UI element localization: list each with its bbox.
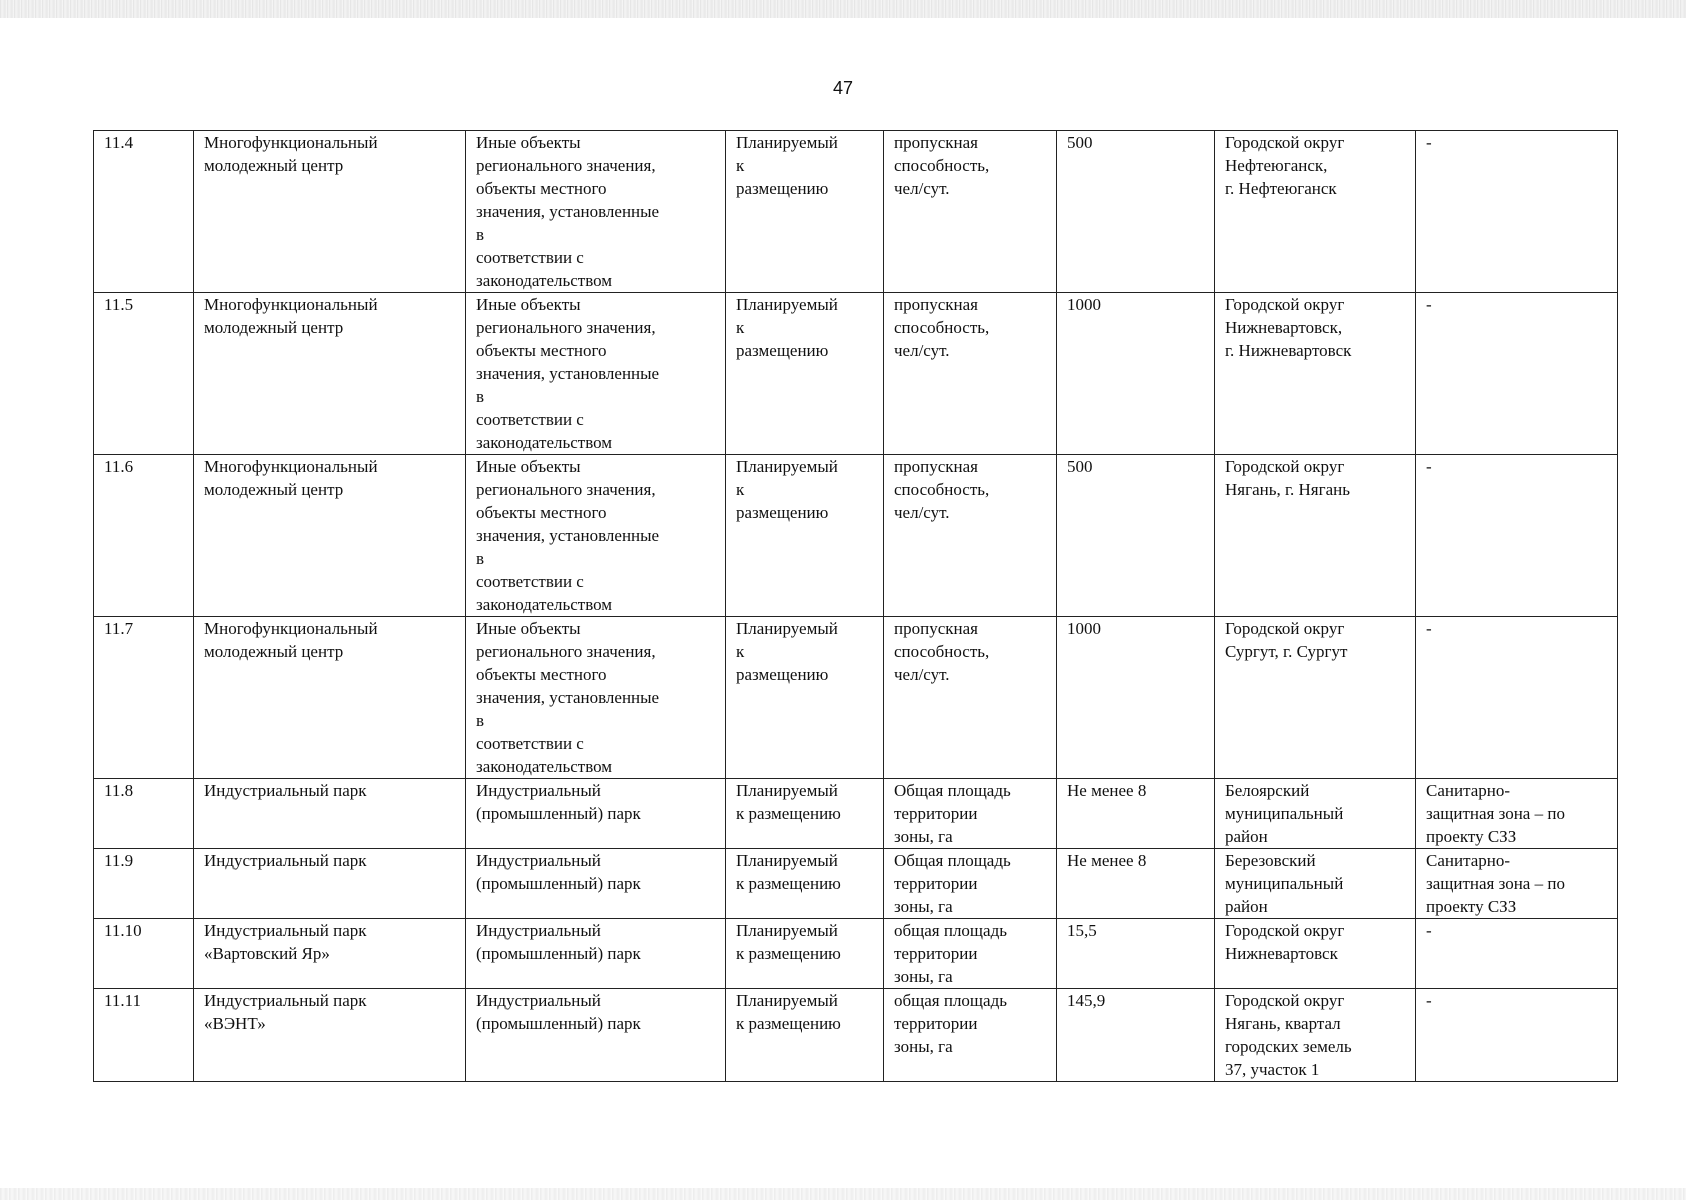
cell-number: 11.8 — [94, 779, 194, 849]
cell-object-category: Иные объекты регионального значения, объекты местного значения, установленные в соответствии с законодательством — [466, 293, 726, 455]
cell-number: 11.6 — [94, 455, 194, 617]
cell-value: 500 — [1057, 455, 1215, 617]
cell-object-category: Индустриальный (промышленный) парк — [466, 779, 726, 849]
cell-value: 145,9 — [1057, 989, 1215, 1082]
cell-object-name: Индустриальный парк «Вартовский Яр» — [194, 919, 466, 989]
objects-table — [93, 130, 1618, 1082]
cell-status: Планируемый к размещению — [726, 849, 884, 919]
cell-value: 500 — [1057, 131, 1215, 293]
cell-value: 15,5 — [1057, 919, 1215, 989]
cell-status: Планируемый к размещению — [726, 617, 884, 779]
cell-value: Не менее 8 — [1057, 779, 1215, 849]
cell-parameter: общая площадь территории зоны, га — [884, 989, 1057, 1082]
cell-zone: - — [1416, 455, 1618, 617]
cell-parameter: пропускная способность, чел/сут. — [884, 617, 1057, 779]
cell-status: Планируемый к размещению — [726, 293, 884, 455]
cell-zone: - — [1416, 617, 1618, 779]
cell-object-name: Многофункциональный молодежный центр — [194, 455, 466, 617]
scan-edge-bottom — [0, 1188, 1686, 1200]
table-row — [94, 131, 1618, 293]
cell-number: 11.10 — [94, 919, 194, 989]
table-row — [94, 989, 1618, 1082]
cell-zone: Санитарно- защитная зона – по проекту СЗЗ — [1416, 779, 1618, 849]
cell-parameter: пропускная способность, чел/сут. — [884, 131, 1057, 293]
cell-zone: - — [1416, 919, 1618, 989]
cell-location: Городской округ Нижневартовск — [1215, 919, 1416, 989]
cell-number: 11.9 — [94, 849, 194, 919]
cell-parameter: пропускная способность, чел/сут. — [884, 293, 1057, 455]
table-row — [94, 293, 1618, 455]
cell-location: Городской округ Нижневартовск, г. Нижневартовск — [1215, 293, 1416, 455]
cell-number: 11.4 — [94, 131, 194, 293]
table-row — [94, 779, 1618, 849]
cell-number: 11.11 — [94, 989, 194, 1082]
cell-location: Городской округ Нягань, квартал городских земель 37, участок 1 — [1215, 989, 1416, 1082]
cell-object-category: Индустриальный (промышленный) парк — [466, 919, 726, 989]
cell-object-category: Индустриальный (промышленный) парк — [466, 849, 726, 919]
cell-object-category: Иные объекты регионального значения, объекты местного значения, установленные в соответствии с законодательством — [466, 617, 726, 779]
cell-object-name: Индустриальный парк — [194, 779, 466, 849]
cell-location: Городской округ Сургут, г. Сургут — [1215, 617, 1416, 779]
cell-object-name: Многофункциональный молодежный центр — [194, 131, 466, 293]
cell-object-category: Индустриальный (промышленный) парк — [466, 989, 726, 1082]
cell-location: Городской округ Нягань, г. Нягань — [1215, 455, 1416, 617]
cell-parameter: Общая площадь территории зоны, га — [884, 849, 1057, 919]
cell-parameter: Общая площадь территории зоны, га — [884, 779, 1057, 849]
cell-value: Не менее 8 — [1057, 849, 1215, 919]
cell-number: 11.5 — [94, 293, 194, 455]
cell-number: 11.7 — [94, 617, 194, 779]
cell-status: Планируемый к размещению — [726, 131, 884, 293]
cell-location: Березовский муниципальный район — [1215, 849, 1416, 919]
cell-object-category: Иные объекты регионального значения, объекты местного значения, установленные в соответствии с законодательством — [466, 131, 726, 293]
cell-object-name: Индустриальный парк «ВЭНТ» — [194, 989, 466, 1082]
cell-parameter: общая площадь территории зоны, га — [884, 919, 1057, 989]
cell-value: 1000 — [1057, 293, 1215, 455]
cell-zone: - — [1416, 131, 1618, 293]
cell-object-name: Многофункциональный молодежный центр — [194, 617, 466, 779]
cell-zone: Санитарно- защитная зона – по проекту СЗЗ — [1416, 849, 1618, 919]
cell-parameter: пропускная способность, чел/сут. — [884, 455, 1057, 617]
table-row — [94, 919, 1618, 989]
cell-status: Планируемый к размещению — [726, 989, 884, 1082]
cell-status: Планируемый к размещению — [726, 919, 884, 989]
cell-location: Белоярский муниципальный район — [1215, 779, 1416, 849]
cell-object-name: Многофункциональный молодежный центр — [194, 293, 466, 455]
cell-value: 1000 — [1057, 617, 1215, 779]
cell-status: Планируемый к размещению — [726, 779, 884, 849]
table-row — [94, 455, 1618, 617]
table-row — [94, 617, 1618, 779]
cell-zone: - — [1416, 989, 1618, 1082]
cell-object-category: Иные объекты регионального значения, объекты местного значения, установленные в соответствии с законодательством — [466, 455, 726, 617]
cell-status: Планируемый к размещению — [726, 455, 884, 617]
scan-edge-top — [0, 0, 1686, 18]
cell-object-name: Индустриальный парк — [194, 849, 466, 919]
cell-location: Городской округ Нефтеюганск, г. Нефтеюганск — [1215, 131, 1416, 293]
cell-zone: - — [1416, 293, 1618, 455]
page-number: 47 — [832, 78, 854, 98]
table-row — [94, 849, 1618, 919]
